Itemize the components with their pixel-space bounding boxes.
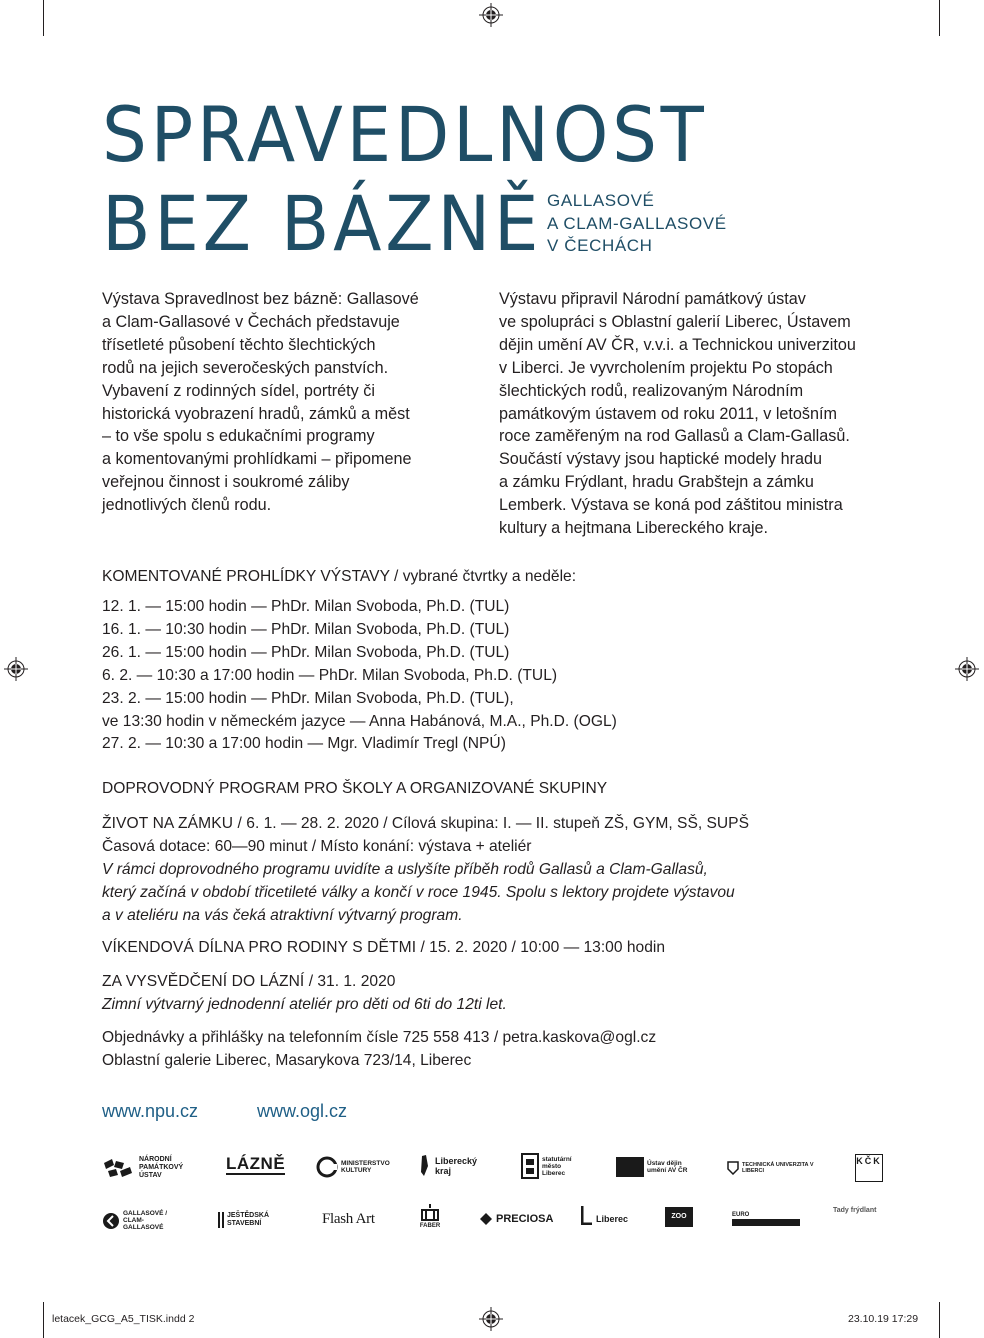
logo-liberec	[581, 1205, 628, 1225]
npu-logo-mark-icon	[102, 1157, 136, 1179]
tour-line: 12. 1. — 15:00 hodin — PhDr. Milan Svoboda, Ph.D. (TUL)	[102, 598, 510, 615]
logo-avcr	[616, 1157, 693, 1177]
tul-logo-mark-icon	[727, 1161, 739, 1175]
logo-lazne-text: LÁZNĚ	[226, 1154, 286, 1173]
liberec-city-logo-mark-icon	[521, 1153, 539, 1179]
tours-heading: KOMENTOVANÉ PROHLÍDKY VÝSTAVY / vybrané čtvrtky a neděle:	[102, 568, 577, 585]
life-desc-line: a v ateliéru na vás čeká atraktivní výtvarný program.	[102, 907, 463, 924]
logo-zoo-text: ZOO	[665, 1207, 693, 1227]
tours-list	[102, 596, 617, 756]
spa-row	[102, 970, 507, 993]
logo-liberec-text: Liberec	[596, 1214, 629, 1224]
logo-kraj	[420, 1154, 485, 1178]
logo-kraj-text: Liberecký kraj	[435, 1156, 478, 1176]
intro-left-line: – to vše spolu s edukačními programy	[102, 427, 375, 446]
weekend-row	[102, 936, 665, 959]
link-npu[interactable]: www.npu.cz	[102, 1101, 199, 1121]
logo-gallas-text: GALLASOVÉ / CLAM-GALLASOVÉ	[123, 1210, 168, 1231]
intro-right-line: ve spolupráci s Oblastní galerií Liberec, Ústavem	[499, 312, 851, 331]
life-desc-line: který začíná v období třicetileté války a končí v roce 1945. Spolu s lektory projdete výstavou	[102, 884, 735, 901]
gallas-logo-mark-icon	[102, 1212, 120, 1230]
school-heading: DOPROVODNÝ PROGRAM PRO ŠKOLY A ORGANIZOVANÉ SKUPINY	[102, 780, 608, 797]
jested-logo-mark-icon	[218, 1212, 224, 1228]
logo-jested-text: JEŠTĚDSKÁ STAVEBNÍ	[227, 1212, 270, 1227]
registration-mark-bottom-icon	[479, 1307, 503, 1331]
intro-right-line: roce zaměřeným na rod Gallasů a Clam-Gallasů.	[499, 427, 850, 446]
crop-mark-bottom-left	[43, 1302, 44, 1338]
logo-npu	[102, 1156, 191, 1180]
subtitle-line-2: A CLAM-GALLASOVÉ	[547, 213, 727, 233]
subtitle-line-3: V ČECHÁCH	[547, 236, 653, 255]
logo-kck	[855, 1154, 883, 1182]
kraj-logo-mark-icon	[420, 1154, 432, 1178]
life-duration: Časová dotace: 60—90 minut / Místo konání: výstava + ateliér	[102, 838, 532, 855]
ministry-logo-mark-icon	[316, 1156, 338, 1178]
intro-left-line: třísetleté působení těchto šlechtických	[102, 335, 376, 354]
faber-logo-mark-icon	[419, 1202, 441, 1222]
contact-line-2: Oblastní galerie Liberec, Masarykova 723/14, Liberec	[102, 1052, 472, 1069]
intro-left-line: jednotlivých členů rodu.	[102, 496, 272, 515]
logo-lazne	[226, 1155, 285, 1175]
intro-right-line: Lemberk. Výstava se koná pod záštitou ministra	[499, 496, 843, 515]
intro-right-line: a zámku Frýdlant, hradu Grabštejn a zámku	[499, 473, 814, 492]
tour-line: 23. 2. — 15:00 hodin — PhDr. Milan Svoboda, Ph.D. (TUL),	[102, 689, 514, 707]
registration-mark-right-icon	[955, 657, 979, 681]
title-line-2: BEZ BÁZNĚ	[102, 179, 543, 268]
life-meta: 6. 1. — 28. 2. 2020 / Cílová skupina: I. — II. stupeň ZŠ, GYM, SŠ, SUPŠ	[241, 815, 749, 832]
crop-mark-top-left	[43, 0, 44, 36]
logo-statutarni-text: statutární město Liberec	[542, 1155, 572, 1177]
spa-meta: / 31. 1. 2020	[304, 973, 396, 990]
contact-block	[102, 1026, 656, 1072]
logo-tady	[833, 1207, 881, 1214]
weekend-block	[102, 936, 665, 959]
subtitle-line-1: GALLASOVÉ	[547, 191, 655, 210]
intro-left-line: historická vyobrazení hradů, zámků a měst	[102, 404, 410, 423]
intro-right-line: Součástí výstavy jsou haptické modely hradu	[499, 450, 823, 469]
logo-preciosa-text: PRECIOSA	[496, 1213, 554, 1225]
euro-logo-bar-icon	[732, 1219, 800, 1226]
intro-left-line: Výstava Spravedlnost bez bázně: Gallasové	[102, 290, 419, 308]
logo-kck-text: KČK	[855, 1154, 883, 1182]
logo-tady-text: Tady frýdlant	[833, 1207, 877, 1214]
crop-mark-top-right	[939, 0, 940, 36]
intro-left-column	[102, 288, 419, 517]
life-title-row	[102, 812, 749, 835]
liberec-logo-mark-icon	[581, 1205, 593, 1225]
intro-left-line: a Clam-Gallasové v Čechách představuje	[102, 312, 400, 331]
logo-euro	[732, 1212, 800, 1226]
slug-date: 23.10.19 17:29	[848, 1313, 919, 1325]
logo-gallas	[102, 1210, 181, 1231]
intro-left-line: veřejnou činnost i soukromé záliby	[102, 473, 350, 492]
life-at-chateau-block	[102, 812, 749, 927]
life-desc-line: V rámci doprovodného programu uvidíte a uslyšíte příběh rodů Gallasů a Clam-Gallasů,	[102, 861, 708, 878]
weekend-meta: / 15. 2. 2020 / 10:00 — 13:00 hodin	[416, 939, 666, 956]
logo-jested	[218, 1212, 283, 1228]
weekend-title: VÍKENDOVÁ DÍLNA PRO RODINY S DĚTMI	[102, 939, 417, 956]
life-title: ŽIVOT NA ZÁMKU /	[102, 815, 242, 832]
tour-line: 27. 2. — 10:30 a 17:00 hodin — Mgr. Vladimír Tregl (NPÚ)	[102, 735, 506, 753]
logo-faber	[419, 1202, 441, 1229]
intro-left-line: Vybavení z rodinných sídel, portréty či	[102, 381, 375, 400]
link-ogl[interactable]: www.ogl.cz	[257, 1101, 348, 1121]
tour-line: 26. 1. — 15:00 hodin — PhDr. Milan Svoboda, Ph.D. (TUL)	[102, 643, 510, 661]
intro-right-line: v Liberci. Je vyvrcholením projektu Po stopách	[499, 358, 833, 377]
tour-line: 6. 2. — 10:30 a 17:00 hodin — PhDr. Milan Svoboda, Ph.D. (TUL)	[102, 666, 558, 684]
registration-mark-top-icon	[479, 3, 503, 27]
intro-right-line: památkovým ústavem od roku 2011, v letošním	[499, 404, 837, 423]
logo-tul-text: TECHNICKÁ UNIVERZITA V LIBERCI	[742, 1162, 814, 1174]
spa-title: ZA VYSVĚDČENÍ DO LÁZNÍ	[102, 973, 305, 990]
intro-right-line: kultury a hejtmana Libereckého kraje.	[499, 519, 769, 538]
registration-mark-left-icon	[4, 657, 28, 681]
logo-npu-text: NÁRODNÍ PAMÁTKOVÝ ÚSTAV	[139, 1156, 184, 1179]
spa-block	[102, 970, 507, 1016]
logo-zoo	[665, 1207, 693, 1227]
tour-line: ve 13:30 hodin v německém jazyce — Anna Habánová, M.A., Ph.D. (OGL)	[102, 712, 617, 730]
contact-line-1: Objednávky a přihlášky na telefonním čísle 725 558 413 / petra.kaskova@ogl.cz	[102, 1029, 657, 1046]
title-line-1: SPRAVEDLNOST	[102, 90, 708, 179]
tour-line: 16. 1. — 10:30 hodin — PhDr. Milan Svoboda, Ph.D. (TUL)	[102, 620, 510, 638]
logo-tul	[727, 1161, 832, 1175]
logo-statutarni	[521, 1153, 580, 1179]
logo-euro-text: EURO	[732, 1212, 750, 1218]
logo-faber-text: FABER	[419, 1223, 441, 1229]
logo-flashart-text: Flash Art	[322, 1211, 375, 1227]
intro-left-line: rodů na jejich severočeských panstvích.	[102, 358, 389, 377]
crop-mark-bottom-right	[939, 1302, 940, 1338]
subtitle	[547, 190, 727, 258]
avcr-logo-mark-icon	[616, 1157, 644, 1177]
logo-ministry	[316, 1156, 393, 1178]
intro-right-line: Výstavu připravil Národní památkový ústav	[499, 290, 806, 308]
logo-ministry-text: MINISTERSTVO KULTURY	[341, 1160, 390, 1174]
logo-avcr-text: Ústav dějin umění AV ČR	[647, 1160, 688, 1174]
intro-right-line: šlechtických rodů, realizovaným Národním	[499, 381, 804, 400]
slug-file-name: letacek_GCG_A5_TISK.indd 2	[52, 1313, 195, 1325]
preciosa-logo-mark-icon	[479, 1212, 493, 1226]
intro-left-line: a komentovanými prohlídkami – připomene	[102, 450, 412, 469]
logo-preciosa	[479, 1212, 553, 1226]
intro-right-line: dějin umění AV ČR, v.v.i. a Technickou univerzitou	[499, 335, 856, 354]
logo-flashart	[322, 1211, 375, 1228]
spa-desc: Zimní výtvarný jednodenní ateliér pro děti od 6ti do 12ti let.	[102, 996, 507, 1013]
intro-right-column	[499, 288, 856, 540]
